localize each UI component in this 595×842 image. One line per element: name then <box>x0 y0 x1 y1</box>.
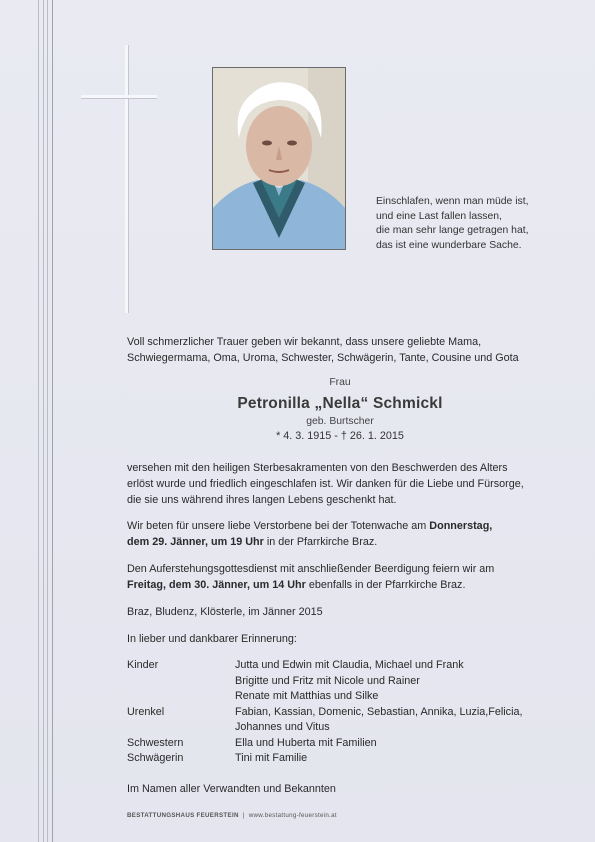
wake-location: in der Pfarrkirche Braz. <box>263 536 378 548</box>
closing-line: Im Namen aller Verwandten und Bekannten <box>127 783 336 795</box>
wake-line <box>127 534 557 550</box>
relatives-names <box>235 736 567 752</box>
quote-line: die man sehr lange getragen hat, <box>376 225 529 236</box>
funeral-paragraph <box>127 561 557 593</box>
wake-day: Donnerstag, <box>429 520 493 532</box>
salutation: Frau <box>329 377 351 388</box>
margin-line <box>43 0 44 842</box>
margin-line <box>52 0 53 842</box>
relatives-list <box>127 658 567 767</box>
relatives-line: Fabian, Kassian, Domenic, Sebastian, Annika, Luzia,Felicia, <box>235 705 523 718</box>
remembrance-line: In lieber und dankbarer Erinnerung: <box>127 633 297 645</box>
quote-line: Einschlafen, wenn man müde ist, <box>376 196 529 207</box>
intro-paragraph <box>127 334 557 366</box>
farewell-paragraph <box>127 460 557 508</box>
funeral-line: Den Auferstehungsgottesdienst mit anschließender Beerdigung feiern wir am <box>127 563 495 575</box>
intro-line: Voll schmerzlicher Trauer geben wir bekannt, dass unsere geliebte Mama, <box>127 336 482 348</box>
footer <box>127 812 337 819</box>
relatives-label: Schwestern <box>127 736 184 749</box>
relatives-line: Jutta und Edwin mit Claudia, Michael und Frank <box>235 659 464 671</box>
birth-name: geb. Burtscher <box>306 416 374 427</box>
quote-line: das ist eine wunderbare Sache. <box>376 239 522 251</box>
relatives-line: Tini mit Familie <box>235 752 308 764</box>
wake-text: Wir beten für unsere liebe Verstorbene bei der Totenwache am <box>127 520 430 532</box>
farewell-line: versehen mit den heiligen Sterbesakramenten von den Beschwerden des Alters <box>127 462 508 474</box>
relatives-line: Renate mit Matthias und Silke <box>235 690 379 702</box>
relatives-group <box>127 751 567 767</box>
footer-separator: | <box>242 812 245 819</box>
relatives-group <box>127 736 567 752</box>
relatives-line: Brigitte und Fritz mit Nicole und Rainer <box>235 674 420 687</box>
funeral-date-time: Freitag, dem 30. Jänner, um 14 Uhr <box>127 579 306 591</box>
relatives-label: Schwägerin <box>127 752 184 764</box>
relatives-names <box>235 658 567 705</box>
relatives-names <box>235 751 567 767</box>
farewell-line: erlöst wurde und friedlich eingeschlafen ist. Wir danken für die Liebe und Fürsorge, <box>127 478 524 490</box>
wake-paragraph <box>127 518 557 550</box>
margin-line <box>38 0 39 842</box>
portrait-illustration <box>213 68 345 249</box>
deceased-name: Petronilla „Nella“ Schmickl <box>237 395 443 412</box>
funeral-location: ebenfalls in der Pfarrkirche Braz. <box>305 579 466 591</box>
funeral-home-url[interactable]: www.bestattung-feuerstein.at <box>248 812 337 819</box>
cross-horizontal-bar <box>81 95 157 98</box>
relatives-label: Kinder <box>127 659 159 671</box>
life-dates: * 4. 3. 1915 - † 26. 1. 2015 <box>276 430 404 442</box>
relatives-names <box>235 705 567 736</box>
relatives-group <box>127 705 567 736</box>
wake-line <box>127 518 557 534</box>
funeral-home-name: BESTATTUNGSHAUS FEUERSTEIN <box>127 812 239 819</box>
funeral-line <box>127 577 557 593</box>
farewell-line: die sie uns während ihres langen Lebens geschenkt hat. <box>127 494 397 506</box>
portrait-photo <box>212 67 346 250</box>
relatives-line: Johannes und Vitus <box>235 721 330 733</box>
relatives-label: Urenkel <box>127 705 165 718</box>
quote-line: und eine Last fallen lassen, <box>376 210 502 222</box>
place-date: Braz, Bludenz, Klösterle, im Jänner 2015 <box>127 606 323 618</box>
margin-line <box>47 0 48 842</box>
relatives-line: Ella und Huberta mit Familien <box>235 736 377 749</box>
intro-line: Schwiegermama, Oma, Uroma, Schwester, Schwägerin, Tante, Cousine und Gota <box>127 352 519 364</box>
cross-vertical-bar <box>125 45 128 313</box>
relatives-group <box>127 658 567 705</box>
memorial-quote <box>376 195 576 253</box>
wake-date-time: dem 29. Jänner, um 19 Uhr <box>127 536 264 548</box>
